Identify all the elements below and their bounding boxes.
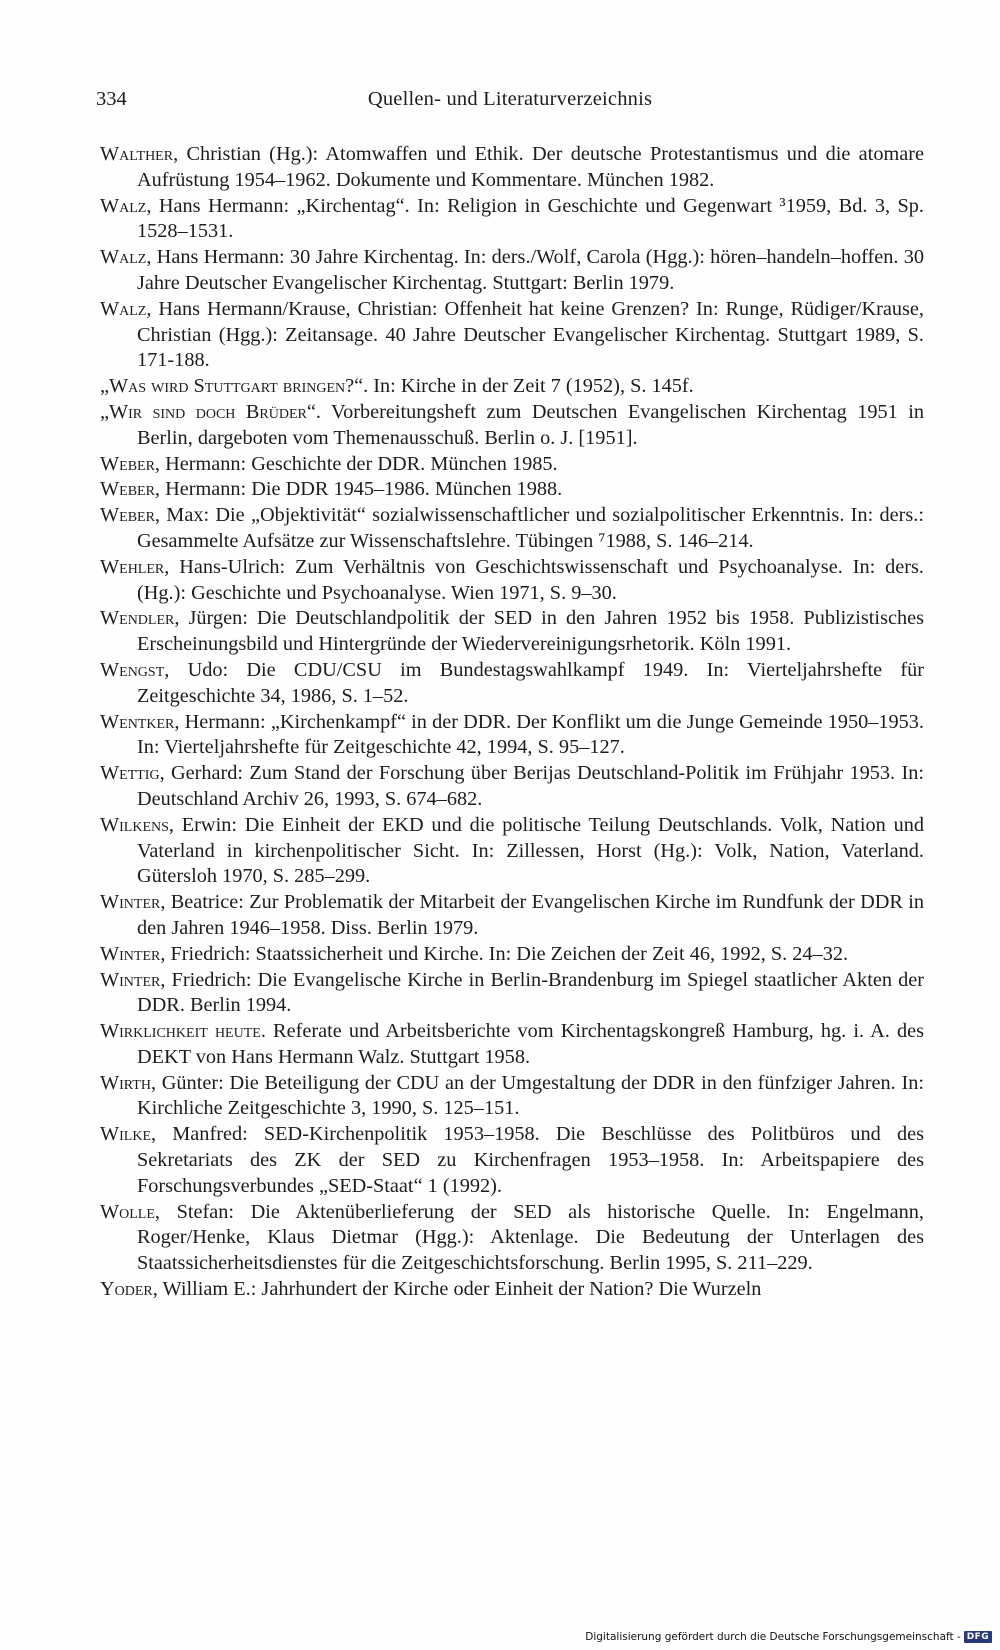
bibliography-entry: [100, 1277, 924, 1303]
dfg-logo: DFG: [964, 1631, 992, 1643]
bibliography-entry: [100, 968, 924, 1020]
entry-author: Walz: [100, 297, 147, 320]
entry-author: „Was wird Stuttgart bringen?“: [100, 375, 364, 398]
bibliography-entry: [100, 890, 924, 942]
entry-author: Walz: [100, 246, 147, 269]
entry-text: , Friedrich: Die Evangelische Kirche in Berlin-Brandenburg im Spiegel staatlicher Akten der DDR. Berlin 1994.: [137, 968, 924, 1017]
digitization-credit: [585, 1630, 992, 1644]
entry-text: , Manfred: SED-Kirchenpolitik 1953–1958. Die Beschlüsse des Politbüros und des Sekretariats des ZK der SED zu Kirchenfragen 1953–1958. In: Arbeitspapiere des Forschungsverbundes „SED-Staat“ 1 (1992).: [137, 1123, 924, 1197]
entry-author: Wentker: [100, 710, 175, 733]
bibliography-entry: [100, 761, 924, 813]
entry-author: Walther: [100, 143, 174, 165]
entry-text: , Max: Die „Objektivität“ sozialwissenschaftlicher und sozialpolitischer Erkenntnis. In: ders.: Gesammelte Aufsätze zur Wissenschaftslehre. Tübingen ⁷1988, S. 146–214.: [137, 504, 924, 552]
running-title: Quellen- und Literaturverzeichnis: [367, 88, 653, 110]
entry-text: , Hans Hermann/Krause, Christian: Offenheit hat keine Grenzen? In: Runge, Rüdiger/Krause, Christian (Hgg.): Zeitansage. 40 Jahre Deutscher Evangelischer Kirchentag. Stuttgart 1989, S. 171-188.: [137, 297, 924, 372]
entry-text: , Hermann: „Kirchenkampf“ in der DDR. Der Konflikt um die Junge Gemeinde 1950–1953. In: Vierteljahrshefte für Zeitgeschichte 42, 1994, S. 95–127.: [137, 710, 924, 759]
entry-text: , William E.: Jahrhundert der Kirche oder Einheit der Nation? Die Wurzeln: [152, 1278, 762, 1301]
entry-text: . In: Kirche in der Zeit 7 (1952), S. 145f.: [363, 375, 694, 398]
entry-text: , Hans-Ulrich: Zum Verhältnis von Geschichtswissenschaft und Psychoanalyse. In: ders. (Hg.): Geschichte und Psychoanalyse. Wien 1971, S. 9–30.: [137, 555, 924, 604]
entry-text: . Vorbereitungsheft zum Deutschen Evangelischen Kirchentag 1951 in Berlin, dargeboten vom Themenausschuß. Berlin o. J. [1951].: [137, 400, 925, 449]
entry-text: , Hans Hermann: „Kirchentag“. In: Religion in Geschichte und Gegenwart ³1959, Bd. 3, Sp. 1528–1531.: [137, 194, 924, 243]
bibliography-entry: [100, 1071, 924, 1123]
entry-author: Wettig: [100, 762, 160, 785]
bibliography-entry: [100, 658, 924, 710]
entry-author: Winter: [100, 942, 161, 965]
entry-author: Walz: [100, 194, 147, 217]
entry-author: Yoder: [100, 1278, 153, 1301]
entry-author: Wilke: [100, 1123, 152, 1146]
bibliography-entry: [100, 555, 924, 607]
entry-author: Winter: [100, 891, 161, 914]
bibliography-entry: [100, 374, 924, 400]
bibliography-entry: [100, 503, 924, 555]
entry-text: , Jürgen: Die Deutschlandpolitik der SED in den Jahren 1952 bis 1958. Publizistisches Erscheinungsbild und Hintergründe der Wiedervereinigungsrhetorik. Köln 1991.: [137, 607, 924, 656]
entry-text: , Gerhard: Zum Stand der Forschung über Berijas Deutschland-Politik im Frühjahr 1953. In: Deutschland Archiv 26, 1993, S. 674–682.: [137, 762, 924, 810]
entry-text: , Beatrice: Zur Problematik der Mitarbeit der Evangelischen Kirche im Rundfunk der DDR in den Jahren 1946–1958. Diss. Berlin 1979.: [137, 891, 924, 939]
running-head: [96, 84, 924, 114]
bibliography-entry: [100, 606, 924, 658]
entry-author: Wirklichkeit heute: [100, 1020, 261, 1043]
entry-text: , Udo: Die CDU/CSU im Bundestagswahlkampf 1949. In: Vierteljahrshefte für Zeitgeschichte 34, 1986, S. 1–52.: [137, 658, 924, 707]
bibliography-entry: [100, 1019, 924, 1071]
bibliography-entry: [100, 400, 924, 452]
page-number: 334: [96, 88, 127, 110]
bibliography-entry: [100, 194, 924, 246]
entry-text: . Referate und Arbeitsberichte vom Kirchentagskongreß Hamburg, hg. i. A. des DEKT von Hans Hermann Walz. Stuttgart 1958.: [137, 1020, 924, 1068]
bibliography-entry: [100, 452, 924, 478]
entry-author: Weber: [100, 504, 155, 527]
entry-text: , Günter: Die Beteiligung der CDU an der Umgestaltung der DDR in den fünfziger Jahren. In: Kirchliche Zeitgeschichte 3, 1990, S. 125–151.: [137, 1071, 924, 1120]
entry-text: , Hans Hermann: 30 Jahre Kirchentag. In: ders./Wolf, Carola (Hgg.): hören–handeln–hoffen. 30 Jahre Deutscher Evangelischer Kirchentag. Stuttgart: Berlin 1979.: [137, 246, 924, 294]
entry-author: „Wir sind doch Brüder“: [100, 400, 316, 423]
entry-text: , Hermann: Geschichte der DDR. München 1985.: [154, 452, 558, 475]
bibliography-entry: [100, 710, 924, 762]
entry-author: Weber: [100, 478, 155, 501]
entry-text: , Erwin: Die Einheit der EKD und die politische Teilung Deutschlands. Volk, Nation und Vaterland in kirchenpolitischer Sicht. In: Zillessen, Horst (Hg.): Volk, Nation, Vaterland. Gütersloh 1970, S. 285–299.: [137, 813, 924, 888]
entry-author: Wilkens: [100, 813, 169, 836]
entry-text: , Stefan: Die Aktenüberlieferung der SED als historische Quelle. In: Engelmann, Roger/Henke, Klaus Dietmar (Hgg.): Aktenlage. Die Bedeutung der Unterlagen des Staatssicherheitsdienstes für die Zeitgeschichtsforschung. Berlin 1995, S. 211–229.: [137, 1200, 924, 1275]
entry-author: Weber: [100, 452, 155, 475]
bibliography-entry: [100, 942, 924, 968]
entry-text: , Christian (Hg.): Atomwaffen und Ethik. Der deutsche Protestantismus und die atomare Aufrüstung 1954–1962. Dokumente und Kommentare. München 1982.: [137, 143, 924, 191]
bibliography-entry: [100, 813, 924, 890]
bibliography-entry: [100, 1122, 924, 1199]
digitization-credit-text: Digitalisierung gefördert durch die Deutsche Forschungsgemeinschaft -: [585, 1631, 961, 1643]
entry-text: , Hermann: Die DDR 1945–1986. München 1988.: [154, 478, 563, 501]
entry-author: Wengst: [100, 658, 165, 681]
bibliography-entry: [100, 477, 924, 503]
entry-author: Winter: [100, 968, 161, 991]
entry-author: Wolle: [100, 1200, 155, 1223]
bibliography-entry: [100, 245, 924, 297]
bibliography-entry: [100, 142, 924, 194]
bibliography-list: [100, 142, 924, 1303]
bibliography-entry: [100, 1200, 924, 1277]
entry-author: Wirth: [100, 1071, 151, 1094]
entry-text: , Friedrich: Staatssicherheit und Kirche. In: Die Zeichen der Zeit 46, 1992, S. 24–32.: [160, 942, 849, 965]
bibliography-entry: [100, 297, 924, 374]
entry-author: Wehler: [100, 555, 165, 578]
entry-author: Wendler: [100, 607, 175, 630]
